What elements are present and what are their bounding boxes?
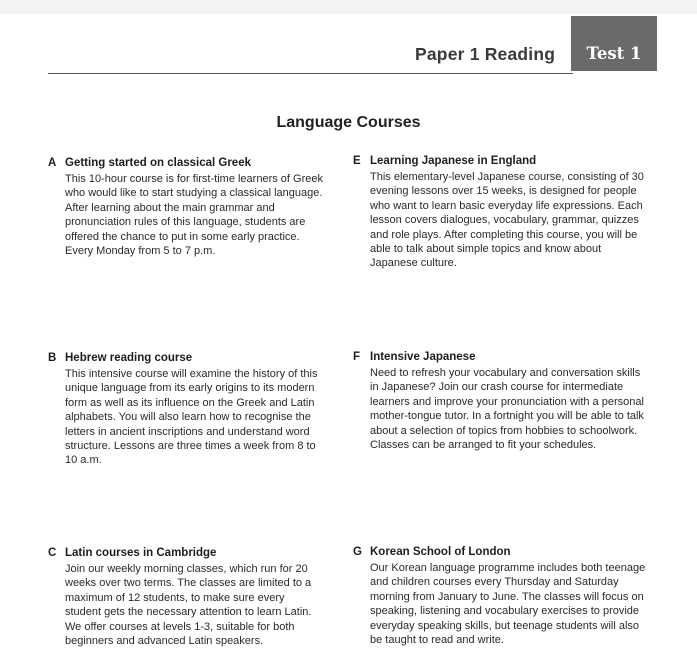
course-heading bbox=[353, 545, 648, 559]
course-g bbox=[353, 545, 648, 647]
course-description: Join our weekly morning classes, which run for 20 weeks over two terms. The classes are limited to a maximum of 12 students, to make sure every student gets the necessary attention to learn Latin. We offer courses at levels 1-3, suitable for both beginners and advanced Latin speakers. bbox=[65, 563, 312, 648]
top-strip bbox=[0, 0, 697, 14]
course-title: Latin courses in Cambridge bbox=[65, 547, 217, 559]
course-title: Learning Japanese in England bbox=[370, 155, 537, 167]
course-letter: G bbox=[353, 546, 362, 558]
test-label: Test 1 bbox=[586, 44, 642, 63]
course-letter: C bbox=[48, 547, 57, 559]
paper-title: Paper 1 Reading bbox=[415, 44, 556, 64]
course-title: Intensive Japanese bbox=[370, 351, 476, 363]
course-title: Getting started on classical Greek bbox=[65, 157, 251, 169]
course-c bbox=[48, 546, 323, 648]
course-b bbox=[48, 351, 323, 468]
course-title: Hebrew reading course bbox=[65, 352, 193, 364]
course-heading bbox=[353, 154, 648, 168]
course-letter: B bbox=[48, 352, 57, 364]
course-heading bbox=[48, 351, 323, 365]
course-e bbox=[353, 154, 648, 271]
course-letter: A bbox=[48, 157, 57, 169]
course-a bbox=[48, 156, 323, 258]
course-description: This intensive course will examine the history of this unique language from its early origins to its modern form as well as its influence on the Greek and Latin alphabets. You will also learn how to recognise the letters in ancient inscriptions and understand word structure. Lessons are three times a week from 8 to 10 a.m. bbox=[65, 368, 318, 467]
course-description: This 10-hour course is for first-time learners of Greek who would like to start studying a classical language. After learning about the main grammar and pronunciation rules of this language, students are offered the chance to put in some early practice. Every Monday from 5 to 7 p.m. bbox=[65, 173, 323, 258]
header-divider bbox=[48, 73, 573, 74]
course-description: Need to refresh your vocabulary and conversation skills in Japanese? Join our crash course for intermediate learners and improve your pronunciation with a personal mother-tongue tutor. In a fortnight you will be able to talk about a selection of topics from hobbies to schoolwork. Classes can be arranged to fit your schedules. bbox=[370, 367, 644, 452]
course-letter: F bbox=[353, 351, 361, 363]
course-letter: E bbox=[353, 155, 361, 167]
course-description: This elementary-level Japanese course, consisting of 30 evening lessons over 15 weeks, is designed for people who want to learn basic everyday life expressions. Each lesson covers dialogues, vocabulary, grammar, quizzes and role plays. After completing this course, you will be able to talk about simple topics and know about Japanese culture. bbox=[370, 171, 644, 270]
course-description: Our Korean language programme includes both teenage and children courses every Thursday and Saturday morning from January to June. The classes will focus on speaking, listening and vocabulary exercises to provide everyday speaking skills, but teenage students will also be taught to read and write. bbox=[370, 562, 646, 647]
course-heading bbox=[48, 156, 323, 170]
page-title: Language Courses bbox=[276, 114, 421, 131]
test-tab bbox=[571, 16, 657, 71]
course-heading bbox=[48, 546, 323, 560]
course-heading bbox=[353, 350, 648, 364]
course-f bbox=[353, 350, 648, 452]
course-title: Korean School of London bbox=[370, 546, 511, 558]
